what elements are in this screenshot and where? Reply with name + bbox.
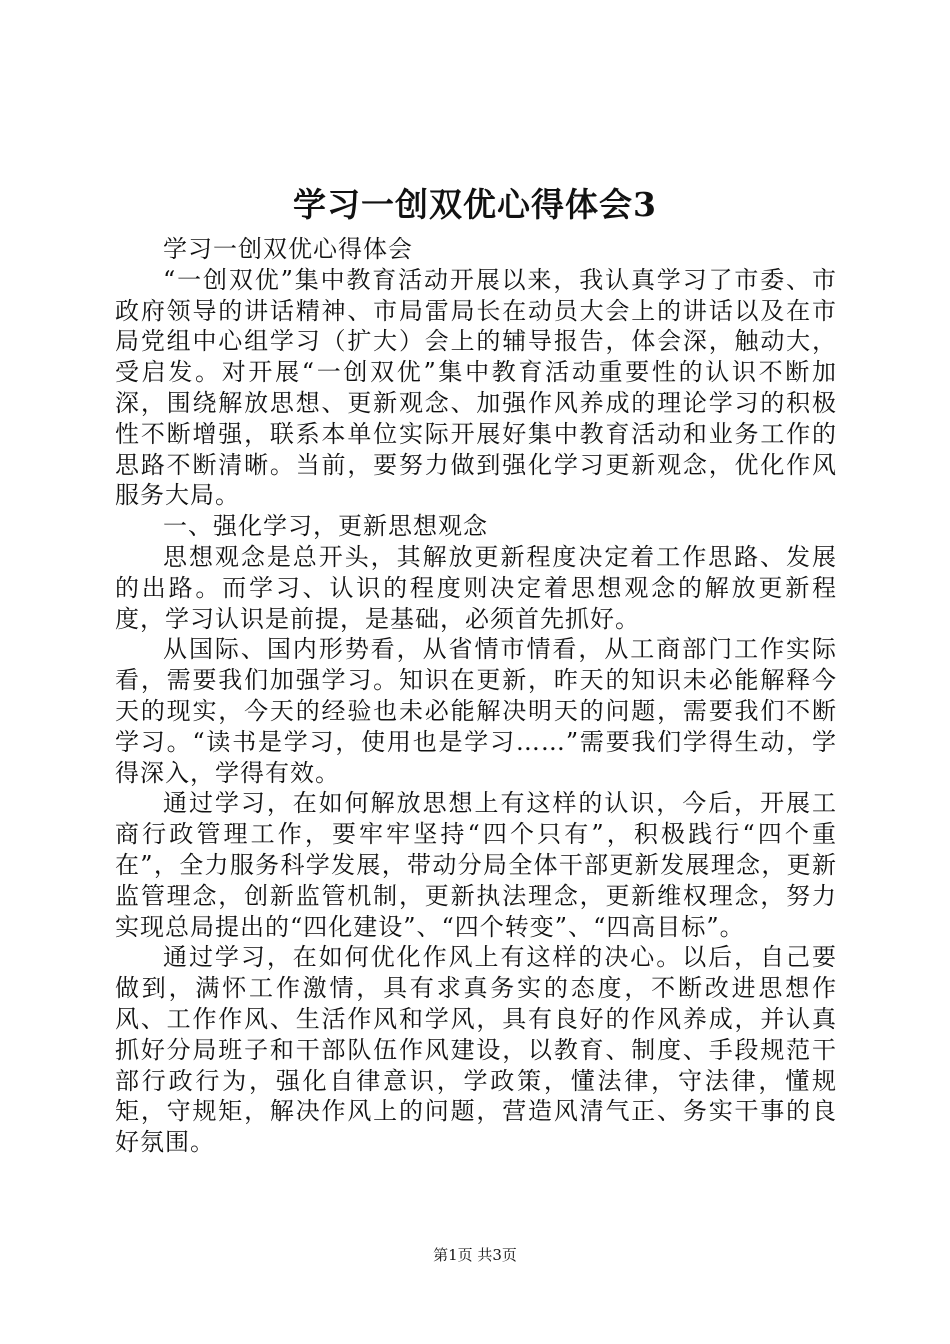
paragraph-subtitle: 学习一创双优心得体会: [163, 235, 413, 263]
document-body: [115, 234, 837, 1158]
paragraph: 从国际、国内形势看，从省情市情看，从工商部门工作实际看，需要我们加强学习。知识在更新，昨天的知识未必能解释今天的现实，今天的经验也未必能解决明天的问题，需要我们不断学习。“读书是学习，使用也是学习……”需要我们学得生动，学得深入，学得有效。: [115, 635, 837, 787]
paragraph: 通过学习，在如何优化作风上有这样的决心。以后，自己要做到，满怀工作激情，具有求真务实的态度，不断改进思想作风、工作作风、生活作风和学风，具有良好的作风养成，并认真抓好分局班子和干部队伍作风建设，以教育、制度、手段规范干部行政行为，强化自律意识，学政策，懂法律，守法律，懂规矩，守规矩，解决作风上的问题，营造风清气正、务实干事的良好氛围。: [115, 943, 837, 1157]
paragraph-intro: “一创双优”集中教育活动开展以来，我认真学习了市委、市政府领导的讲话精神、市局雷局长在动员大会上的讲话以及在市局党组中心组学习（扩大）会上的辅导报告，体会深，触动大，受启发。对开展“一创双优”集中教育活动重要性的认识不断加深，围绕解放思想、更新观念、加强作风养成的理论学习的积极性不断增强，联系本单位实际开展好集中教育活动和业务工作的思路不断清晰。当前，要努力做到强化学习更新观念，优化作风服务大局。: [115, 265, 837, 510]
paragraph: 通过学习，在如何解放思想上有这样的认识，今后，开展工商行政管理工作，要牢牢坚持“四个只有”，积极践行“四个重在”，全力服务科学发展，带动分局全体干部更新发展理念，更新监管理念，创新监管机制，更新执法理念，更新维权理念，努力实现总局提出的“四化建设”、“四个转变”、“四高目标”。: [115, 789, 837, 941]
paragraph: 思想观念是总开头，其解放更新程度决定着工作思路、发展的出路。而学习、认识的程度则决定着思想观念的解放更新程度，学习认识是前提，是基础，必须首先抓好。: [115, 542, 837, 633]
section-heading: 一、强化学习，更新思想观念: [163, 512, 488, 541]
document-title: 学习一创双优心得体会3: [293, 185, 657, 224]
page-footer: 第1页 共3页: [433, 1246, 517, 1264]
